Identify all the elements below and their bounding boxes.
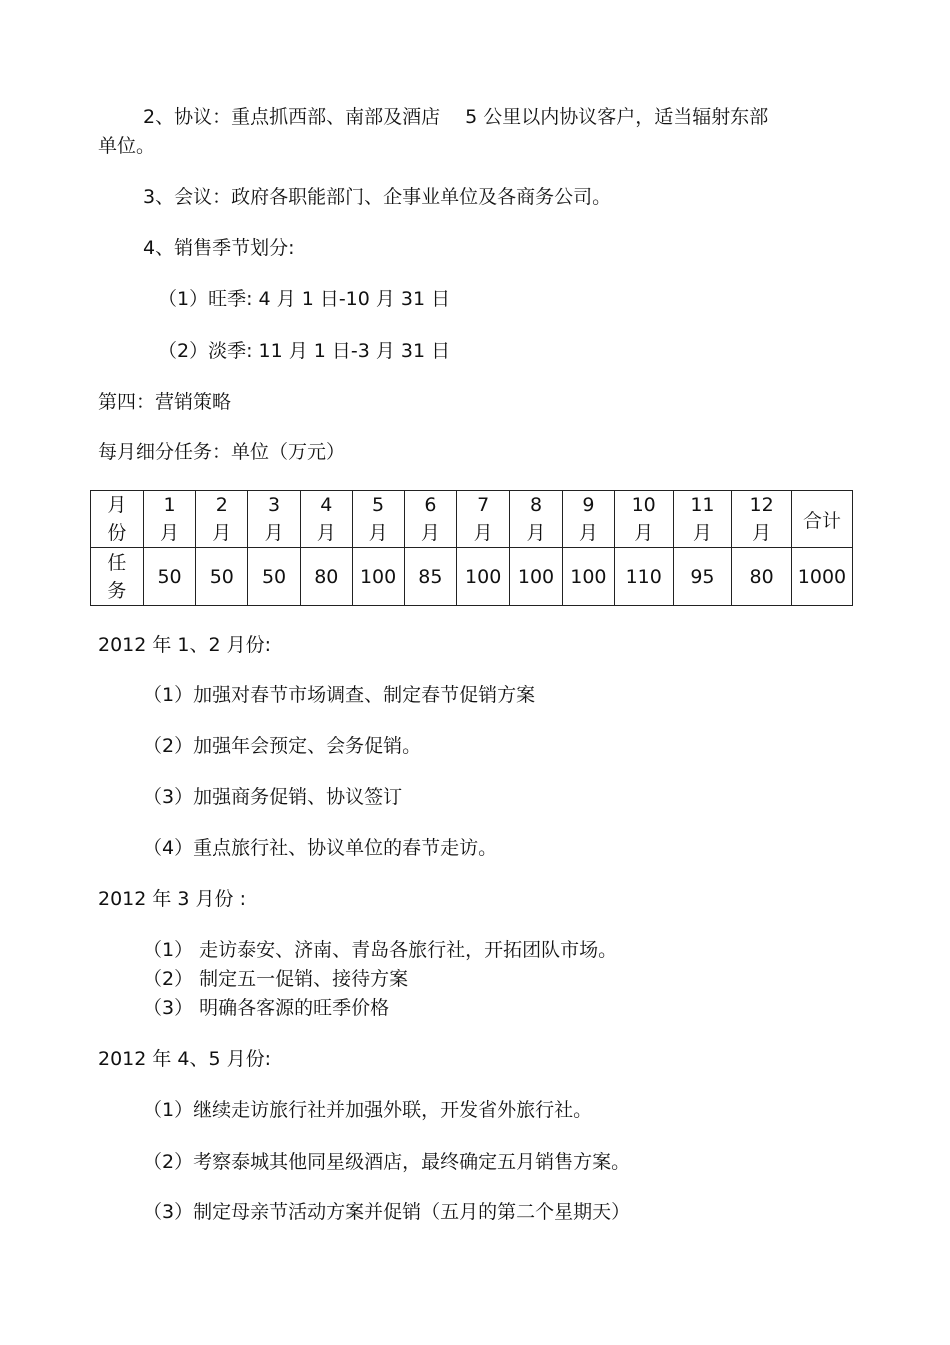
task-total-cell: 1000 [791, 548, 852, 606]
month-header-cell: 2 月 [196, 491, 248, 548]
jan-feb-heading: 2012 年 1、2 月份: [98, 634, 272, 656]
jan-feb-item-2: （2）加强年会预定、会务促销。 [143, 735, 422, 757]
monthly-task-table [90, 490, 853, 606]
item-2-agreement-cont: 单位。 [98, 135, 156, 157]
jan-feb-item-3: （3）加强商务促销、协议签订 [143, 786, 403, 808]
task-value-cell: 50 [248, 548, 301, 606]
apr-may-item-1: （1）继续走访旅行社并加强外联，开发省外旅行社。 [143, 1099, 593, 1121]
item-4-seasons: 4、销售季节划分: [143, 237, 295, 259]
month-header-cell: 8 月 [510, 491, 563, 548]
total-header-cell: 合计 [791, 491, 852, 548]
apr-may-item-2: （2）考察泰城其他同星级酒店，最终确定五月销售方案。 [143, 1151, 631, 1173]
section-title: 第四：营销策略 [98, 391, 232, 413]
month-header-cell: 7 月 [457, 491, 510, 548]
march-item-3: （3） 明确各客源的旺季价格 [143, 997, 390, 1019]
march-item-2: （2） 制定五一促销、接待方案 [143, 968, 409, 990]
month-header-cell: 5 月 [352, 491, 404, 548]
month-header-cell: 1 月 [143, 491, 196, 548]
task-value-cell: 80 [300, 548, 352, 606]
jan-feb-item-1: （1）加强对春节市场调查、制定春节促销方案 [143, 684, 536, 706]
month-header-cell: 6 月 [404, 491, 457, 548]
table-caption: 每月细分任务：单位（万元） [98, 441, 346, 463]
month-header-cell: 12 月 [732, 491, 792, 548]
march-heading: 2012 年 3 月份 : [98, 888, 247, 910]
month-header-cell: 9 月 [562, 491, 614, 548]
table-header-row [91, 491, 853, 548]
march-item-1: （1） 走访泰安、济南、青岛各旅行社，开拓团队市场。 [143, 939, 618, 961]
task-value-cell: 50 [196, 548, 248, 606]
month-header-cell: 10 月 [614, 491, 673, 548]
item-3-meeting: 3、会议：政府各职能部门、企事业单位及各商务公司。 [143, 186, 612, 208]
task-value-cell: 100 [510, 548, 563, 606]
table-task-row [91, 548, 853, 606]
jan-feb-item-4: （4）重点旅行社、协议单位的春节走访。 [143, 837, 498, 859]
item-2-agreement: 2、协议：重点抓西部、南部及酒店 5 公里以内协议客户，适当辐射东部 [143, 106, 769, 128]
task-value-cell: 85 [404, 548, 457, 606]
task-value-cell: 110 [614, 548, 673, 606]
off-season: （2）淡季: 11 月 1 日-3 月 31 日 [158, 340, 451, 362]
task-value-cell: 100 [352, 548, 404, 606]
month-header-cell: 3 月 [248, 491, 301, 548]
peak-season: （1）旺季: 4 月 1 日-10 月 31 日 [158, 288, 451, 310]
apr-may-item-3: （3）制定母亲节活动方案并促销（五月的第二个星期天） [143, 1201, 631, 1223]
task-value-cell: 80 [732, 548, 792, 606]
header-label-cell: 月 份 [91, 491, 144, 548]
month-header-cell: 4 月 [300, 491, 352, 548]
apr-may-heading: 2012 年 4、5 月份: [98, 1048, 272, 1070]
task-value-cell: 100 [457, 548, 510, 606]
task-label-cell: 任 务 [91, 548, 144, 606]
task-value-cell: 95 [673, 548, 732, 606]
task-value-cell: 100 [562, 548, 614, 606]
month-header-cell: 11 月 [673, 491, 732, 548]
task-value-cell: 50 [143, 548, 196, 606]
